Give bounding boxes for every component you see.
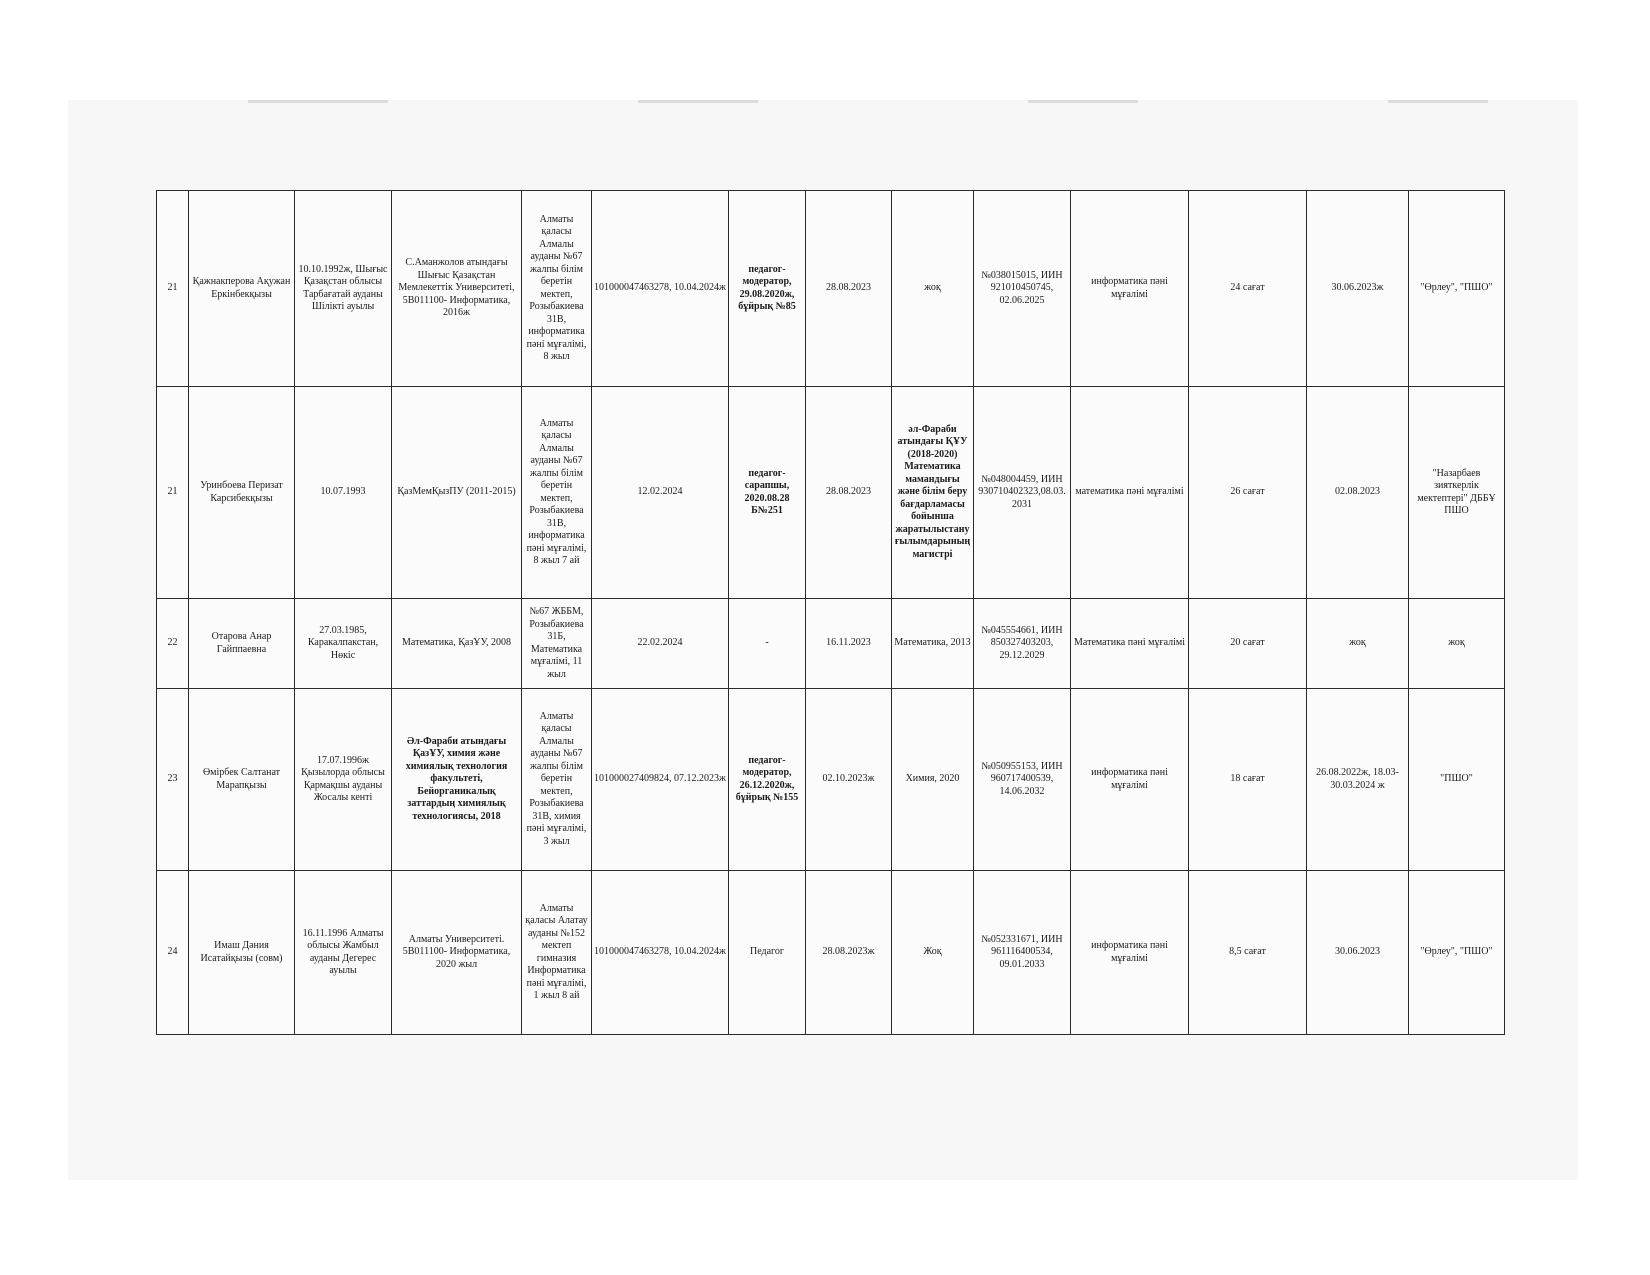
workplace: Алматы қаласы Алатау ауданы №152 мектеп гимназия Информатика пәні мұғалімі, 1 жыл 8 ай: [522, 871, 592, 1035]
extra-education: Химия, 2020: [892, 689, 974, 871]
education: С.Аманжолов атындағы Шығыс Қазақстан Мемлекеттік Университеті, 5В011100- Информатика, 2016ж: [392, 191, 522, 387]
full-name: Отарова Анар Гайппаевна: [189, 599, 295, 689]
scan-artifact: [248, 100, 388, 103]
diploma-number: 101000047463278, 10.04.2024ж: [592, 191, 729, 387]
extra-education: әл-Фараби атындағы ҚҰУ (2018-2020) Математика мамандығы және білім беру бағдарламасы бойынша жаратылыстану ғылымдарының магистрі: [892, 387, 974, 599]
row-number: 22: [157, 599, 189, 689]
id-document: №050955153, ИИН 960717400539, 14.06.2032: [974, 689, 1071, 871]
position: Математика пәні мұғалімі: [1071, 599, 1189, 689]
id-document: №038015015, ИИН 921010450745, 02.06.2025: [974, 191, 1071, 387]
teaching-hours: 26 сағат: [1189, 387, 1307, 599]
scan-artifact: [638, 100, 758, 103]
qualification-category: Педагог: [729, 871, 806, 1035]
course-date: 02.08.2023: [1307, 387, 1409, 599]
course-date: 26.08.2022ж, 18.03-30.03.2024 ж: [1307, 689, 1409, 871]
staff-table: [156, 190, 1505, 1035]
row-number: 24: [157, 871, 189, 1035]
full-name: Өмірбек Салтанат Марапқызы: [189, 689, 295, 871]
scan-artifact: [1388, 100, 1488, 103]
position: информатика пәні мұғалімі: [1071, 191, 1189, 387]
full-name: Имаш Дәния Исатайқызы (совм): [189, 871, 295, 1035]
workplace: №67 ЖББМ, Розыбакиева 31Б, Математика мұғалімі, 11 жыл: [522, 599, 592, 689]
scan-artifact: [1028, 100, 1138, 103]
hire-date: 28.08.2023: [806, 191, 892, 387]
hire-date: 28.08.2023ж: [806, 871, 892, 1035]
workplace: Алматы қаласы Алмалы ауданы №67 жалпы білім беретін мектеп, Розыбакиева 31В, химия пәні мұғалімі, 3 жыл: [522, 689, 592, 871]
table-row: [157, 599, 1505, 689]
id-document: №048004459, ИИН 930710402323,08.03.2031: [974, 387, 1071, 599]
qualification-category: педагог-сарапшы, 2020.08.28 Б№251: [729, 387, 806, 599]
qualification-category: педагог-модератор, 26.12.2020ж, бұйрық №155: [729, 689, 806, 871]
position: информатика пәні мұғалімі: [1071, 871, 1189, 1035]
extra-education: Математика, 2013: [892, 599, 974, 689]
workplace: Алматы қаласы Алмалы ауданы №67 жалпы білім беретін мектеп, Розыбакиева 31В, информатика пәні мұғалімі, 8 жыл 7 ай: [522, 387, 592, 599]
teaching-hours: 20 сағат: [1189, 599, 1307, 689]
course-organization: "Назарбаев зияткерлік мектептері" ДББҰ ПШО: [1409, 387, 1505, 599]
birth-info: 10.10.1992ж, Шығыс Қазақстан облысы Тарбағатай ауданы Шілікті ауылы: [295, 191, 392, 387]
education: Математика, ҚазҰУ, 2008: [392, 599, 522, 689]
qualification-category: -: [729, 599, 806, 689]
qualification-category: педагог-модератор, 29.08.2020ж, бұйрық №85: [729, 191, 806, 387]
table-row: [157, 387, 1505, 599]
course-organization: "Өрлеу", "ПШО": [1409, 191, 1505, 387]
position: математика пәні мұғалімі: [1071, 387, 1189, 599]
course-organization: "Өрлеу", "ПШО": [1409, 871, 1505, 1035]
diploma-number: 101000047463278, 10.04.2024ж: [592, 871, 729, 1035]
birth-info: 16.11.1996 Алматы облысы Жамбыл ауданы Дегерес ауылы: [295, 871, 392, 1035]
diploma-number: 22.02.2024: [592, 599, 729, 689]
course-date: 30.06.2023: [1307, 871, 1409, 1035]
extra-education: жоқ: [892, 191, 974, 387]
birth-info: 27.03.1985, Каракалпакстан, Нөкіс: [295, 599, 392, 689]
diploma-number: 12.02.2024: [592, 387, 729, 599]
education: Әл-Фараби атындағы ҚазҰУ, химия және химиялық технология факультеті, Бейорганикалық заттардың химиялық технологиясы, 2018: [392, 689, 522, 871]
course-date: жоқ: [1307, 599, 1409, 689]
hire-date: 16.11.2023: [806, 599, 892, 689]
full-name: Қажнакперова Ақужан Еркінбекқызы: [189, 191, 295, 387]
row-number: 21: [157, 191, 189, 387]
workplace: Алматы қаласы Алмалы ауданы №67 жалпы білім беретін мектеп, Розыбакиева 31В, информатика пәні мұғалімі, 8 жыл: [522, 191, 592, 387]
birth-info: 17.07.1996ж Қызылорда облысы Қармақшы ауданы Жосалы кенті: [295, 689, 392, 871]
table-row: [157, 191, 1505, 387]
row-number: 21: [157, 387, 189, 599]
birth-info: 10.07.1993: [295, 387, 392, 599]
extra-education: Жоқ: [892, 871, 974, 1035]
education: Алматы Университеті. 5В011100- Информатика, 2020 жыл: [392, 871, 522, 1035]
course-organization: "ПШО": [1409, 689, 1505, 871]
course-organization: жоқ: [1409, 599, 1505, 689]
education: ҚазМемҚызПУ (2011-2015): [392, 387, 522, 599]
table-row: [157, 871, 1505, 1035]
hire-date: 28.08.2023: [806, 387, 892, 599]
position: информатика пәні мұғалімі: [1071, 689, 1189, 871]
row-number: 23: [157, 689, 189, 871]
course-date: 30.06.2023ж: [1307, 191, 1409, 387]
id-document: №045554661, ИИН 850327403203, 29.12.2029: [974, 599, 1071, 689]
full-name: Уринбоева Перизат Карсибекқызы: [189, 387, 295, 599]
teaching-hours: 24 сағат: [1189, 191, 1307, 387]
id-document: №052331671, ИИН 961116400534, 09.01.2033: [974, 871, 1071, 1035]
teaching-hours: 18 сағат: [1189, 689, 1307, 871]
hire-date: 02.10.2023ж: [806, 689, 892, 871]
diploma-number: 101000027409824, 07.12.2023ж: [592, 689, 729, 871]
table-row: [157, 689, 1505, 871]
teaching-hours: 8,5 сағат: [1189, 871, 1307, 1035]
